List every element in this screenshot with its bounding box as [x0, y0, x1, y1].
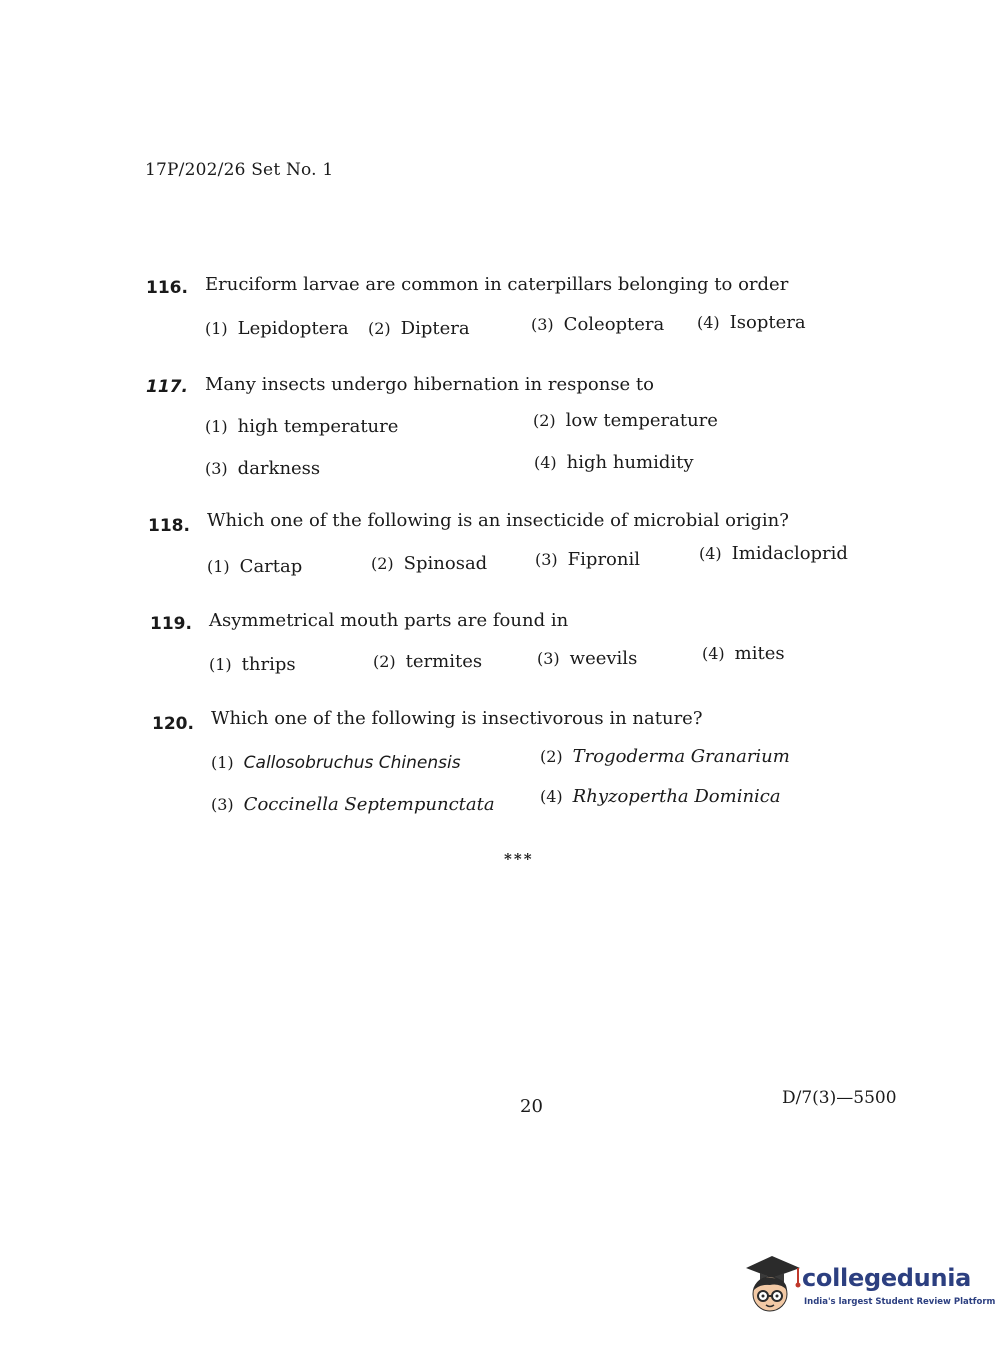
option-number: (4) — [540, 787, 563, 806]
question-number: 120. — [152, 714, 194, 734]
option-number: (4) — [699, 544, 722, 563]
option-4 — [697, 312, 806, 333]
option-text: Spinosad — [403, 553, 488, 574]
option-text: mites — [734, 643, 785, 664]
option-text: thrips — [241, 654, 296, 675]
option-text: Trogoderma Granarium — [572, 746, 790, 767]
option-text: weevils — [569, 648, 638, 669]
option-number: (3) — [211, 795, 234, 814]
option-text: Isoptera — [729, 312, 806, 333]
option-2 — [373, 651, 482, 672]
option-2 — [533, 410, 718, 431]
option-text: Fipronil — [567, 549, 640, 570]
option-number: (1) — [205, 319, 228, 338]
option-2 — [371, 553, 487, 574]
collegedunia-watermark — [742, 1250, 996, 1320]
option-number: (1) — [205, 417, 228, 436]
option-text: Coleoptera — [563, 314, 665, 335]
option-1 — [205, 318, 349, 339]
option-text: Diptera — [400, 318, 470, 339]
paper-code: 17P/202/26 Set No. 1 — [145, 160, 334, 180]
mascot-icon — [742, 1250, 802, 1315]
option-number: (4) — [534, 453, 557, 472]
option-1 — [205, 416, 398, 437]
option-number: (2) — [371, 554, 394, 573]
option-text: Coccinella Septempunctata — [243, 794, 495, 815]
option-3 — [205, 458, 320, 479]
option-3 — [531, 314, 664, 335]
option-number: (4) — [702, 644, 725, 663]
option-2 — [540, 746, 790, 767]
option-number: (3) — [205, 459, 228, 478]
option-number: (2) — [368, 319, 391, 338]
option-number: (1) — [211, 753, 234, 772]
page-number: 20 — [520, 1096, 543, 1117]
option-text: low temperature — [565, 410, 718, 431]
option-number: (2) — [533, 411, 556, 430]
option-text: darkness — [237, 458, 321, 479]
option-3 — [535, 549, 640, 570]
option-1 — [209, 654, 296, 675]
question-text: Eruciform larvae are common in caterpillars belonging to order — [205, 274, 789, 295]
question-number: 119. — [150, 614, 192, 634]
option-text: Rhyzopertha Dominica — [572, 786, 781, 807]
question-number: 116. — [146, 278, 188, 298]
option-number: (1) — [209, 655, 232, 674]
option-4 — [699, 543, 848, 564]
option-4 — [534, 452, 694, 473]
option-1 — [211, 752, 461, 773]
option-number: (1) — [207, 557, 230, 576]
brand-name: collegedunia — [802, 1264, 972, 1292]
question-number: 118. — [148, 516, 190, 536]
option-4 — [540, 786, 781, 807]
question-text: Many insects undergo hibernation in response to — [205, 374, 654, 395]
question-text: Which one of the following is an insecticide of microbial origin? — [207, 510, 789, 531]
option-4 — [702, 643, 785, 664]
option-number: (3) — [535, 550, 558, 569]
option-text: high humidity — [566, 452, 694, 473]
option-number: (2) — [373, 652, 396, 671]
option-3 — [537, 648, 637, 669]
option-number: (4) — [697, 313, 720, 332]
option-number: (2) — [540, 747, 563, 766]
question-number: 117. — [146, 377, 188, 397]
end-marker: *** — [504, 850, 534, 868]
question-text: Which one of the following is insectivorous in nature? — [211, 708, 703, 729]
option-text: Cartap — [239, 556, 303, 577]
option-2 — [368, 318, 470, 339]
option-text: Imidacloprid — [731, 543, 848, 564]
option-number: (3) — [531, 315, 554, 334]
brand-tagline: India's largest Student Review Platform — [804, 1297, 996, 1307]
option-number: (3) — [537, 649, 560, 668]
option-text: Lepidoptera — [237, 318, 349, 339]
option-1 — [207, 556, 302, 577]
option-text: Callosobruchus Chinensis — [243, 753, 461, 773]
option-text: termites — [405, 651, 483, 672]
question-text: Asymmetrical mouth parts are found in — [209, 610, 569, 631]
footer-code: D/7(3)—5500 — [782, 1088, 897, 1108]
option-3 — [211, 794, 495, 815]
option-text: high temperature — [237, 416, 399, 437]
